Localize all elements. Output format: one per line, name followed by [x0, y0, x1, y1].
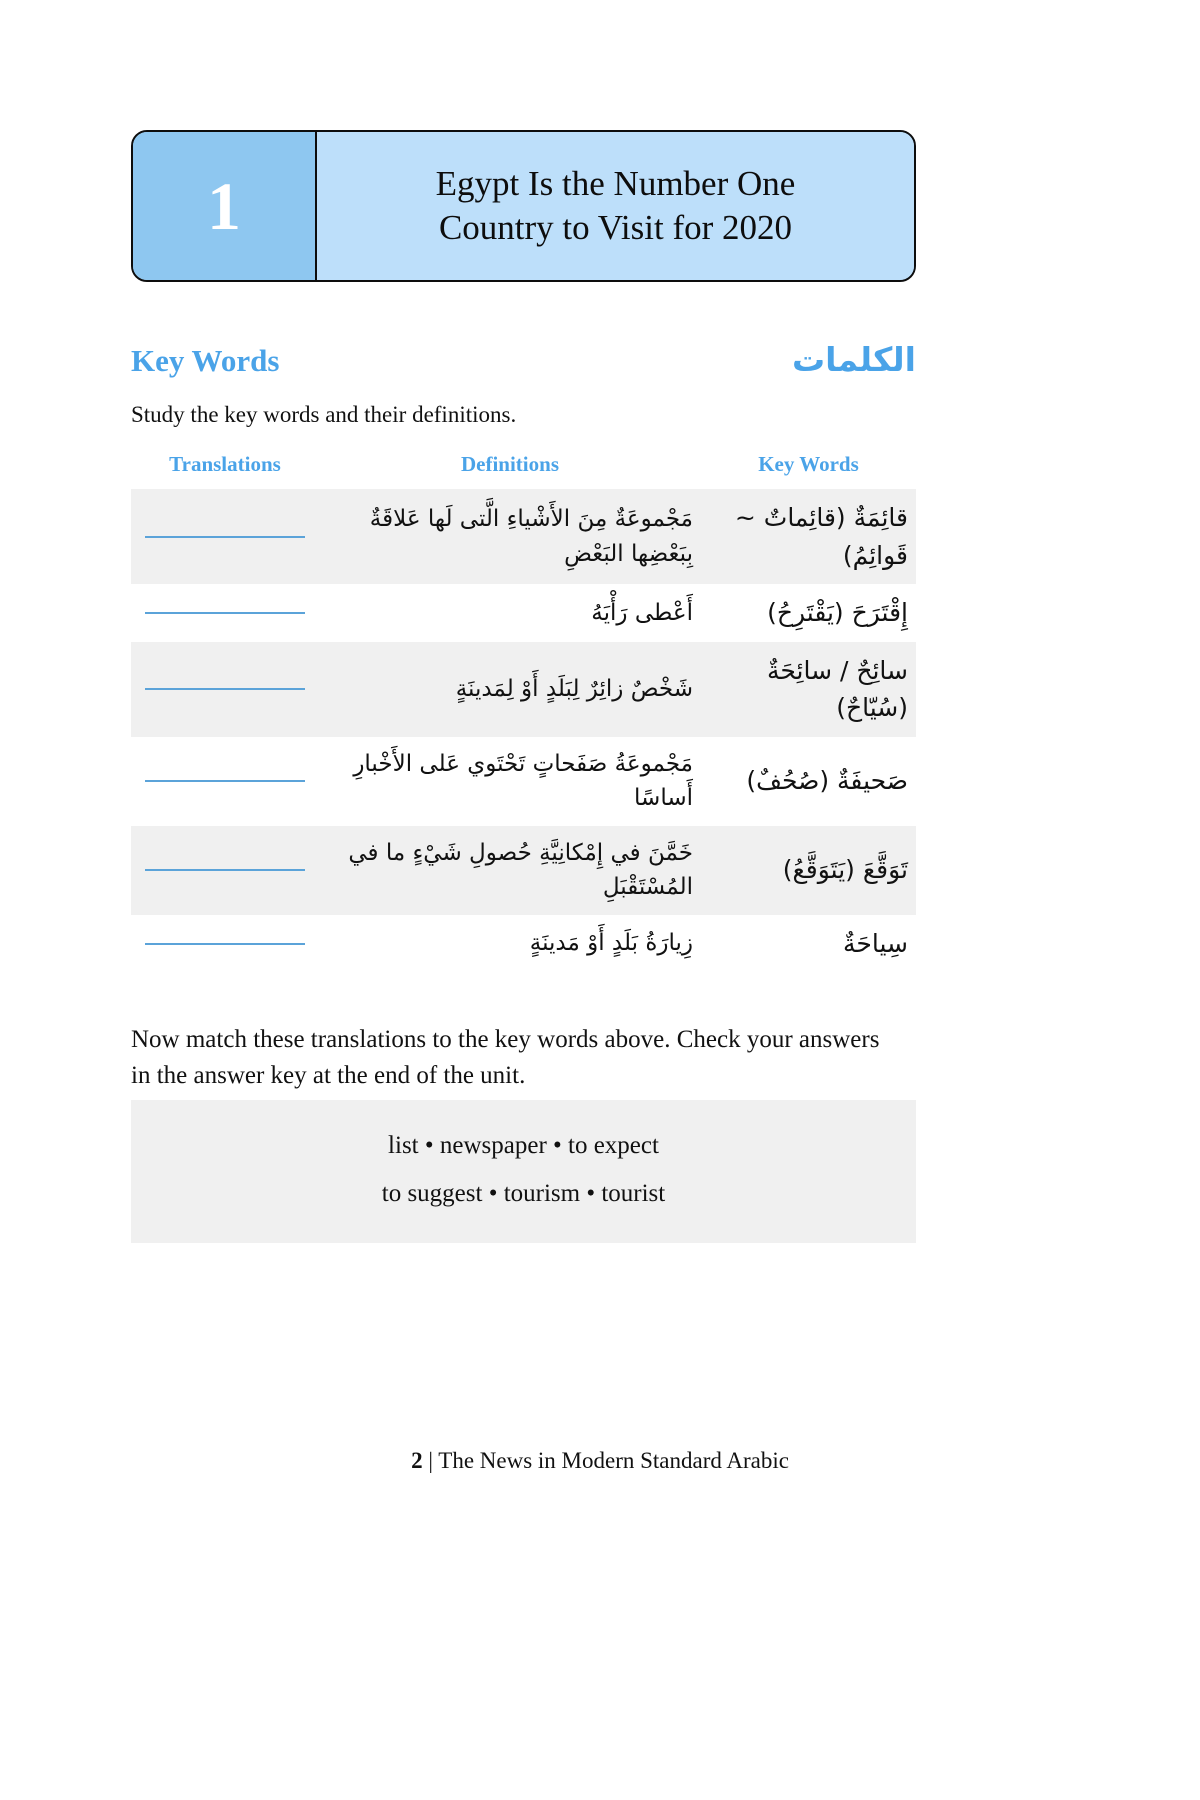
definition-cell: مَجْموعَةٌ مِنَ الأَشْياءِ الَّتى لَها عَلاقَةٌ بِبَعْضِها البَعْضِ [319, 489, 701, 584]
translation-blank-line[interactable] [145, 869, 305, 871]
definition-cell: شَخْصٌ زائِرٌ لِبَلَدٍ أَوْ لِمَدينَةٍ [319, 642, 701, 737]
key-word-cell: سِياحَةٌ [701, 915, 916, 973]
definition-cell: أَعْطى رَأْيَهُ [319, 584, 701, 642]
translation-answer-cell[interactable] [131, 826, 319, 915]
translation-answer-cell[interactable] [131, 584, 319, 642]
table-row [131, 915, 916, 973]
unit-number: 1 [207, 168, 241, 244]
translation-blank-line[interactable] [145, 780, 305, 782]
translation-blank-line[interactable] [145, 943, 305, 945]
definition-cell: زِيارَةُ بَلَدٍ أَوْ مَدينَةٍ [319, 915, 701, 973]
section-title-arabic: الكلمات [791, 340, 916, 379]
footer-page-number: 2 [411, 1448, 423, 1473]
word-bank-line-2: to suggest • tourism • tourist [381, 1179, 666, 1207]
definition-cell: مَجْموعَةُ صَفَحاتٍ تَحْتَوي عَلى الأَخْبارِ أَساسًا [319, 737, 701, 826]
translation-blank-line[interactable] [145, 536, 305, 538]
footer-separator: | [422, 1448, 439, 1473]
table-row [131, 489, 916, 584]
column-header-translations: Translations [169, 452, 281, 476]
key-word-cell: سائِحٌ / سائِحَةٌ (سُيّاحٌ) [701, 642, 916, 737]
translation-blank-line[interactable] [145, 688, 305, 690]
translation-blank-line[interactable] [145, 612, 305, 614]
key-word-cell: صَحيفَةٌ (صُحُفٌ) [701, 737, 916, 826]
section-heading [131, 340, 916, 390]
key-word-cell: قائِمَةٌ (قائِماتٌ ~ قَوائِمُ) [701, 489, 916, 584]
key-word-cell: إِقْتَرَحَ (يَقْتَرِحُ) [701, 584, 916, 642]
footer-book-title: The News in Modern Standard Arabic [438, 1448, 789, 1473]
translation-answer-cell[interactable] [131, 737, 319, 826]
table-row [131, 642, 916, 737]
table-body [131, 489, 916, 972]
translation-answer-cell[interactable] [131, 489, 319, 584]
word-bank-line-1: list • newspaper • to expect [388, 1132, 659, 1159]
key-words-table [131, 448, 916, 972]
unit-title-cell [317, 132, 914, 280]
table-row [131, 826, 916, 915]
translation-answer-cell[interactable] [131, 915, 319, 973]
section-title-english: Key Words [131, 343, 280, 378]
table-header-row [131, 448, 916, 489]
unit-title-line-2: Country to Visit for 2020 [438, 208, 793, 247]
definition-cell: خَمَّنَ في إِمْكانِيَّةِ حُصولِ شَيْءٍ ما في المُسْتَقْبَلِ [319, 826, 701, 915]
unit-title [436, 162, 796, 250]
unit-title-line-1: Egypt Is the Number One [435, 164, 796, 204]
match-instruction-text: Now match these translations to the key words above. Check your answers in the answer key at the end of the unit. [131, 1026, 880, 1089]
key-word-cell: تَوَقَّعَ (يَتَوَقَّعُ) [701, 826, 916, 915]
table-row [131, 584, 916, 642]
unit-banner [131, 130, 916, 282]
translation-answer-cell[interactable] [131, 642, 319, 737]
column-header-key-words: Key Words [758, 452, 859, 476]
page-footer [0, 1448, 1200, 1474]
column-header-definitions: Definitions [460, 452, 559, 476]
table-header [131, 448, 916, 489]
unit-number-cell [133, 132, 317, 280]
word-bank-box [131, 1100, 916, 1243]
table-row [131, 737, 916, 826]
section-intro-text: Study the key words and their definitions. [131, 402, 517, 427]
